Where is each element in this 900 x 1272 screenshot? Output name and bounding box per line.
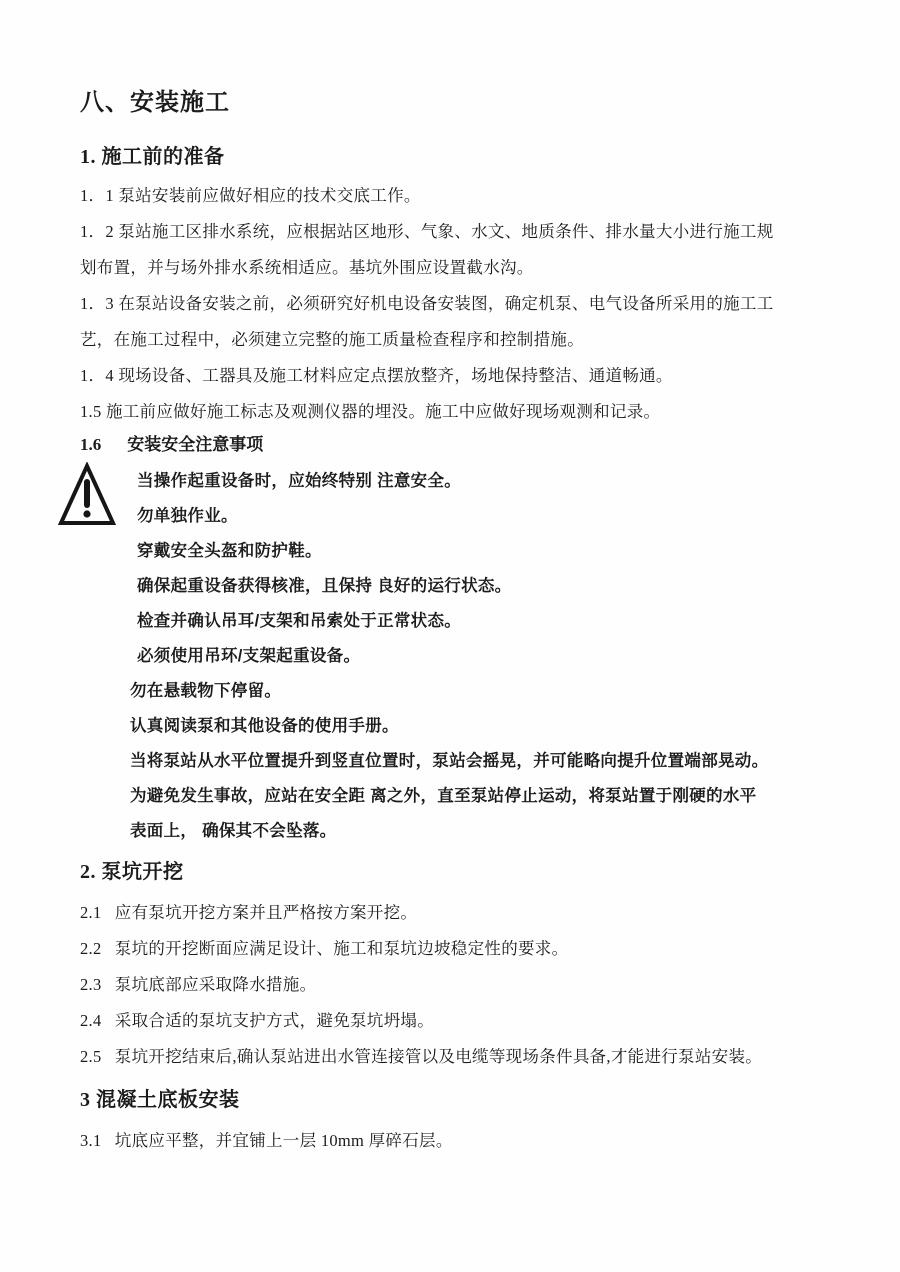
section-1-6-heading	[80, 430, 860, 460]
safety-note-7: 勿在悬载物下停留。	[130, 682, 282, 700]
safety-note-1: 当操作起重设备时，应始终特别 注意安全。	[137, 472, 462, 490]
section-1-heading: 1. 施工前的准备	[80, 146, 225, 168]
section-1-6-label: 安装安全注意事项	[127, 435, 264, 454]
safety-note-6: 必须使用吊环/支架起重设备。	[137, 647, 361, 665]
para-2-5: 2.5 泵坑开挖结束后,确认泵站进出水管连接管以及电缆等现场条件具备,才能进行泵站安装。	[80, 1047, 763, 1066]
para-1-4: 1．4 现场设备、工器具及施工材料应定点摆放整齐，场地保持整洁、通道畅通。	[80, 366, 673, 385]
safety-note-2: 勿单独作业。	[137, 507, 238, 525]
section-3-heading: 3 混凝土底板安装	[80, 1089, 240, 1111]
para-2-3: 2.3 泵坑底部应采取降水措施。	[80, 975, 317, 994]
para-1-2-line2: 划布置，并与场外排水系统相适应。基坑外围应设置截水沟。	[80, 258, 534, 277]
para-1-1: 1．1 泵站安装前应做好相应的技术交底工作。	[80, 186, 421, 205]
safety-note-8: 认真阅读泵和其他设备的使用手册。	[130, 717, 399, 735]
para-1-2-line1: 1．2 泵站施工区排水系统，应根据站区地形、气象、水文、地质条件、排水量大小进行施工规	[80, 222, 774, 241]
safety-note-5: 检查并确认吊耳/支架和吊索处于正常状态。	[137, 612, 462, 630]
para-2-4: 2.4 采取合适的泵坑支护方式，避免泵坑坍塌。	[80, 1011, 434, 1030]
section-2-paragraphs	[80, 895, 860, 1075]
warning-icon	[58, 462, 116, 528]
para-1-5: 1.5 施工前应做好施工标志及观测仪器的埋没。施工中应做好现场观测和记录。	[80, 402, 661, 421]
para-3-1: 3.1 坑底应平整，并宜铺上一层 10mm 厚碎石层。	[80, 1131, 453, 1150]
para-1-3-line2: 艺，在施工过程中，必须建立完整的施工质量检查程序和控制措施。	[80, 330, 584, 349]
para-2-2: 2.2 泵坑的开挖断面应满足设计、施工和泵坑边坡稳定性的要求。	[80, 939, 569, 958]
page-title: 八、安装施工	[80, 90, 230, 116]
safety-note-9: 当将泵站从水平位置提升到竖直位置时，泵站会摇晃，并可能略向提升位置端部晃动。	[130, 752, 769, 770]
para-1-3-line1: 1．3 在泵站设备安装之前，必须研究好机电设备安装图，确定机泵、电气设备所采用的施工工	[80, 294, 774, 313]
section-3-paragraphs	[80, 1123, 860, 1159]
safety-note-3: 穿戴安全头盔和防护鞋。	[137, 542, 322, 560]
safety-note-10: 为避免发生事故，应站在安全距 离之外，直至泵站停止运动，将泵站置于刚硬的水平	[130, 787, 757, 805]
section-2-heading: 2. 泵坑开挖	[80, 861, 184, 883]
safety-note-4: 确保起重设备获得核准，且保持 良好的运行状态。	[137, 577, 512, 595]
para-2-1: 2.1 应有泵坑开挖方案并且严格按方案开挖。	[80, 903, 418, 922]
safety-note-11: 表面上， 确保其不会坠落。	[130, 822, 337, 840]
safety-notes-block	[80, 464, 860, 849]
section-1-6-number: 1.6	[80, 435, 102, 454]
section-1-paragraphs	[80, 178, 860, 430]
